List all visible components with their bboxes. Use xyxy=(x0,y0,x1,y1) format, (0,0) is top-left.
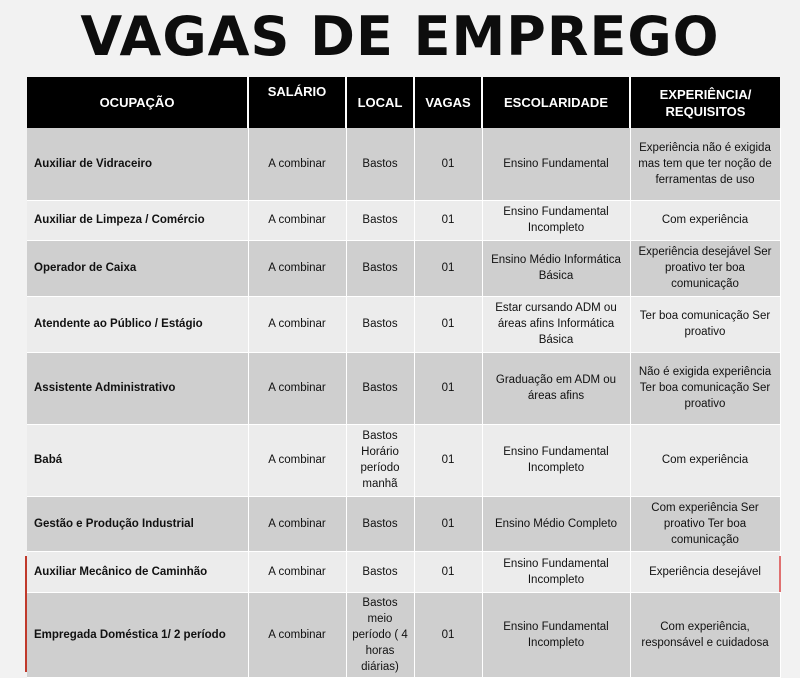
cell-escolaridade: Estar cursando ADM ou áreas afins Informática Básica xyxy=(482,296,630,352)
cell-experiencia: Com experiência xyxy=(630,424,780,496)
cell-salario: A combinar xyxy=(248,240,346,296)
jobs-table xyxy=(27,77,781,678)
cell-experiencia: Experiência desejável xyxy=(630,551,780,592)
table-row xyxy=(27,200,780,240)
cell-local: Bastos meio período ( 4 horas diárias) xyxy=(346,592,414,677)
cell-vagas: 01 xyxy=(414,128,482,200)
page-title: VAGAS DE EMPREGO xyxy=(80,5,720,68)
cell-escolaridade: Ensino Fundamental Incompleto xyxy=(482,551,630,592)
cell-local: Bastos xyxy=(346,296,414,352)
cell-vagas: 01 xyxy=(414,240,482,296)
cell-escolaridade: Ensino Fundamental Incompleto xyxy=(482,592,630,677)
cell-ocupacao: Atendente ao Público / Estágio xyxy=(27,296,248,352)
table-row xyxy=(27,352,780,424)
cell-ocupacao: Auxiliar Mecânico de Caminhão xyxy=(27,551,248,592)
cell-salario: A combinar xyxy=(248,592,346,677)
cell-salario: A combinar xyxy=(248,352,346,424)
cell-local: Bastos xyxy=(346,551,414,592)
cell-salario: A combinar xyxy=(248,424,346,496)
cell-local: Bastos xyxy=(346,128,414,200)
cell-escolaridade: Ensino Fundamental Incompleto xyxy=(482,424,630,496)
header-local: LOCAL xyxy=(346,77,414,128)
table-row xyxy=(27,240,780,296)
table-row xyxy=(27,592,780,677)
cell-escolaridade: Graduação em ADM ou áreas afins xyxy=(482,352,630,424)
cell-ocupacao: Gestão e Produção Industrial xyxy=(27,496,248,551)
table-header-row xyxy=(27,77,780,128)
table-row xyxy=(27,496,780,551)
cell-escolaridade: Ensino Fundamental xyxy=(482,128,630,200)
cell-ocupacao: Auxiliar de Vidraceiro xyxy=(27,128,248,200)
header-escolaridade: ESCOLARIDADE xyxy=(482,77,630,128)
header-ocupacao: OCUPAÇÃO xyxy=(27,77,248,128)
header-salario: SALÁRIO xyxy=(248,77,346,128)
cell-salario: A combinar xyxy=(248,200,346,240)
table-row xyxy=(27,128,780,200)
cell-ocupacao: Empregada Doméstica 1/ 2 período xyxy=(27,592,248,677)
cell-experiencia: Experiência não é exigida mas tem que ter noção de ferramentas de uso xyxy=(630,128,780,200)
cell-experiencia: Com experiência xyxy=(630,200,780,240)
cell-local: Bastos Horário período manhã xyxy=(346,424,414,496)
cell-experiencia: Com experiência, responsável e cuidadosa xyxy=(630,592,780,677)
cell-ocupacao: Babá xyxy=(27,424,248,496)
cell-escolaridade: Ensino Fundamental Incompleto xyxy=(482,200,630,240)
cell-experiencia: Ter boa comunicação Ser proativo xyxy=(630,296,780,352)
cell-local: Bastos xyxy=(346,352,414,424)
cell-salario: A combinar xyxy=(248,296,346,352)
cell-vagas: 01 xyxy=(414,551,482,592)
cell-ocupacao: Auxiliar de Limpeza / Comércio xyxy=(27,200,248,240)
cell-local: Bastos xyxy=(346,200,414,240)
cell-salario: A combinar xyxy=(248,128,346,200)
cell-vagas: 01 xyxy=(414,424,482,496)
cell-local: Bastos xyxy=(346,496,414,551)
cell-vagas: 01 xyxy=(414,592,482,677)
right-edge-line xyxy=(779,556,781,592)
cell-vagas: 01 xyxy=(414,296,482,352)
header-vagas: VAGAS xyxy=(414,77,482,128)
cell-escolaridade: Ensino Médio Completo xyxy=(482,496,630,551)
cell-vagas: 01 xyxy=(414,352,482,424)
table-row xyxy=(27,551,780,592)
header-experiencia: EXPERIÊNCIA/ REQUISITOS xyxy=(630,77,780,128)
cell-salario: A combinar xyxy=(248,551,346,592)
table-row xyxy=(27,424,780,496)
table-row xyxy=(27,296,780,352)
cell-experiencia: Não é exigida experiência Ter boa comunicação Ser proativo xyxy=(630,352,780,424)
cell-local: Bastos xyxy=(346,240,414,296)
cell-ocupacao: Operador de Caixa xyxy=(27,240,248,296)
cell-experiencia: Experiência desejável Ser proativo ter boa comunicação xyxy=(630,240,780,296)
cell-ocupacao: Assistente Administrativo xyxy=(27,352,248,424)
cell-vagas: 01 xyxy=(414,200,482,240)
cell-vagas: 01 xyxy=(414,496,482,551)
cell-experiencia: Com experiência Ser proativo Ter boa comunicação xyxy=(630,496,780,551)
left-edge-line xyxy=(25,556,27,672)
cell-escolaridade: Ensino Médio Informática Básica xyxy=(482,240,630,296)
cell-salario: A combinar xyxy=(248,496,346,551)
